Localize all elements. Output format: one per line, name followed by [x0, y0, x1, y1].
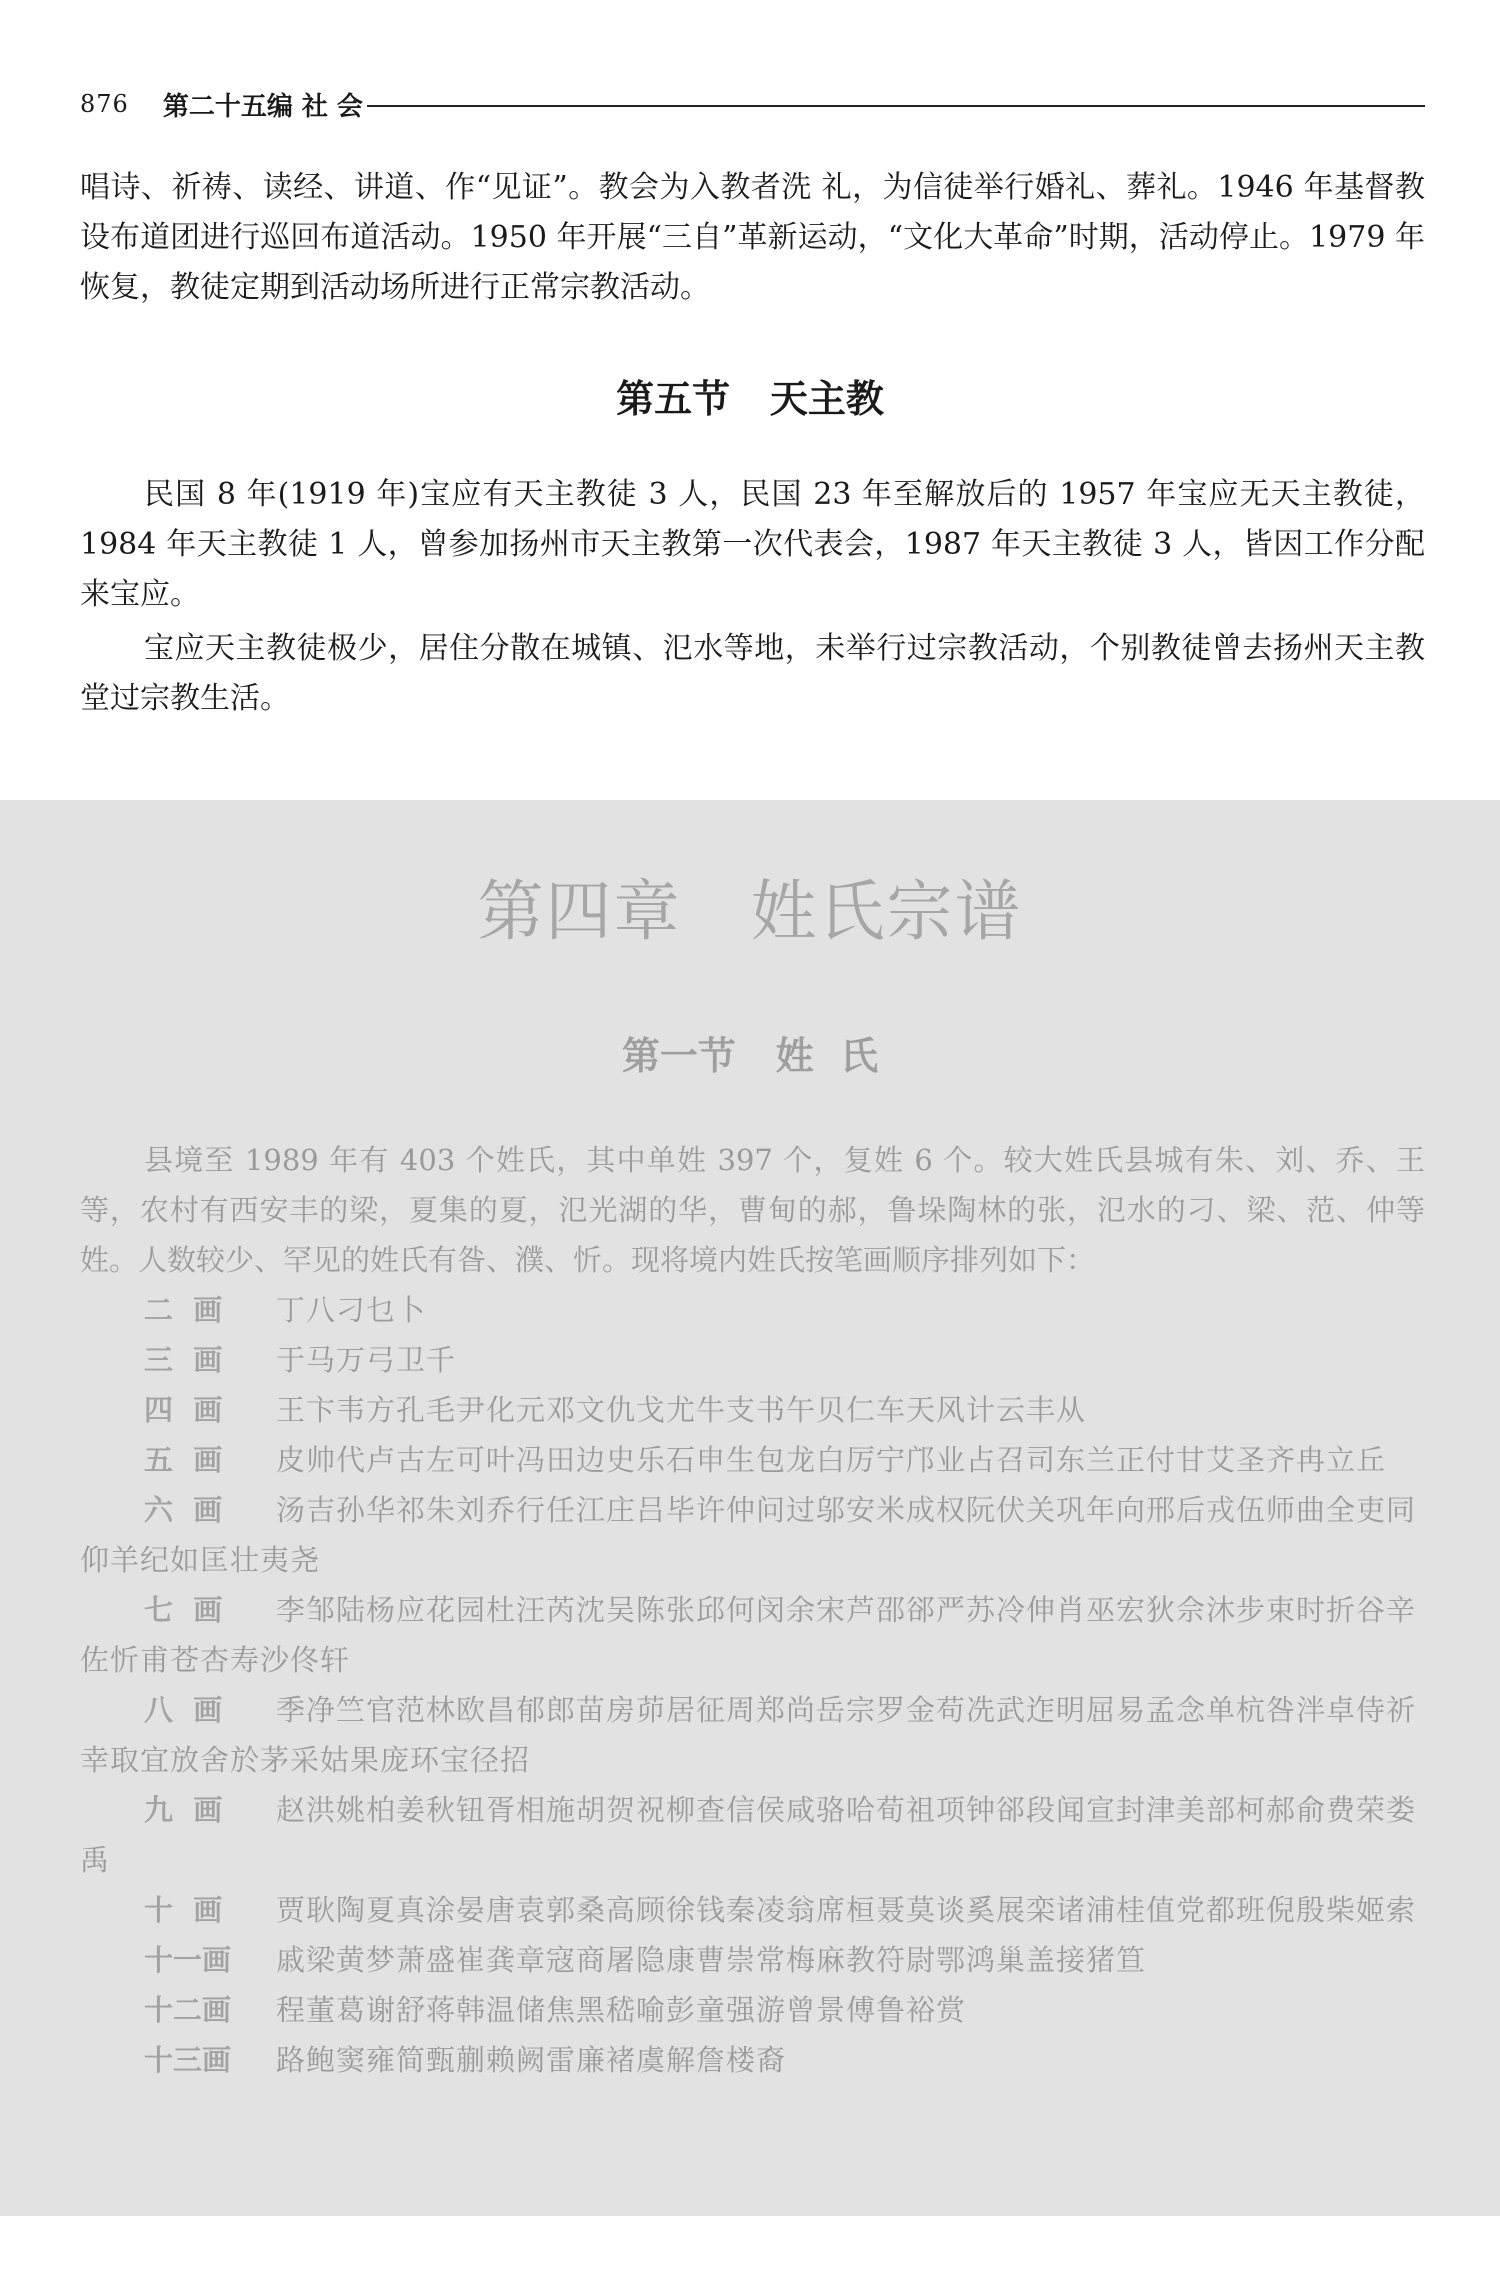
stroke-row — [80, 1435, 1425, 1485]
stroke-row — [80, 1585, 1425, 1685]
stroke-label: 九 画 — [144, 1793, 223, 1827]
stroke-label: 六 画 — [144, 1493, 223, 1527]
stroke-names: 于马万弓卫千 — [276, 1343, 457, 1377]
stroke-names: 赵洪姚柏姜秋钮胥相施胡贺祝柳查信侯咸骆哈荀祖项钟郤段闻宣封津美部柯郝俞费荣娄禹 — [80, 1793, 1417, 1877]
stroke-row — [80, 1785, 1425, 1885]
stroke-label: 十一画 — [144, 1943, 232, 1977]
stroke-row — [80, 1885, 1425, 1935]
stroke-names: 李邹陆杨应花园杜汪芮沈吴陈张邱何闵余宋芦邵郤严苏冷伸肖巫宏狄佘沐步束时折谷辛佐忻甫苍杏寿沙佟轩 — [80, 1593, 1417, 1677]
surnames-intro-paragraph: 县境至 1989 年有 403 个姓氏，其中单姓 397 个，复姓 6 个。较大姓氏县城有朱、刘、乔、王等，农村有西安丰的梁，夏集的夏，氾光湖的华，曹甸的郝，鲁垛陶林的张，氾水的刁、梁、范、仲等姓。人数较少、罕见的姓氏有昝、濮、忻。现将境内姓氏按笔画顺序排列如下： — [80, 1143, 1425, 1277]
chapter-title: 第四章 姓氏宗谱 — [477, 873, 1023, 950]
running-header — [80, 84, 1425, 124]
stroke-row — [80, 1985, 1425, 2035]
part-title: 第二十五编 社 会 — [162, 91, 363, 122]
stroke-label: 十三画 — [144, 2043, 232, 2077]
stroke-label: 四 画 — [144, 1393, 223, 1427]
stroke-names: 王卞韦方孔毛尹化元邓文仇戈尤牛支书午贝仁车天风计云丰从 — [276, 1393, 1087, 1427]
stroke-names: 汤吉孙华祁朱刘乔行任江庄吕毕许仲问过邬安米成权阮伏关巩年向邢后戎伍师曲全吏同仰羊纪如匡壮夷尧 — [80, 1493, 1417, 1577]
section-title-surnames: 第一节 姓 氏 — [621, 1034, 879, 1078]
stroke-row — [80, 1935, 1425, 1985]
section5-paragraph-1: 民国 8 年(1919 年)宝应有天主教徒 3 人，民国 23 年至解放后的 1957 年宝应无天主教徒，1984 年天主教徒 1 人，曾参加扬州市天主教第一次代表会，1987 年天主教徒 3 人，皆因工作分配来宝应。 — [80, 477, 1425, 612]
stroke-label: 三 画 — [144, 1343, 223, 1377]
stroke-row — [80, 1385, 1425, 1435]
stroke-names: 贾耿陶夏真涂晏唐袁郭桑高顾徐钱秦凌翁席桓聂莫谈奚展栾诸浦桂值党都班倪殷柴姬索 — [276, 1893, 1417, 1927]
stroke-order-list — [80, 1285, 1425, 2085]
stroke-label: 五 画 — [144, 1443, 223, 1477]
stroke-label: 七 画 — [144, 1593, 223, 1627]
stroke-label: 八 画 — [144, 1693, 223, 1727]
stroke-row — [80, 1485, 1425, 1585]
section5-paragraph-2: 宝应天主教徒极少，居住分散在城镇、氾水等地，未举行过宗教活动，个别教徒曾去扬州天主教堂过宗教生活。 — [80, 631, 1425, 716]
page-number: 876 — [80, 90, 129, 118]
section-title-catholicism: 第五节 天主教 — [616, 377, 884, 421]
stroke-names: 路鲍窦雍简甄蒯赖阙雷廉褚虞解詹楼裔 — [276, 2043, 787, 2077]
stroke-names: 丁八刁乜卜 — [276, 1293, 427, 1327]
stroke-row — [80, 1685, 1425, 1785]
stroke-row — [80, 2035, 1425, 2085]
stroke-names: 戚梁黄梦萧盛崔龚章寇商屠隐康曹崇常梅麻教符尉鄂鸿巢盖接猪笪 — [276, 1943, 1147, 1977]
stroke-names: 程董葛谢舒蒋韩温储焦黑嵇喻彭童强游曾景傅鲁裕赏 — [276, 1993, 967, 2027]
continuation-paragraph: 唱诗、祈祷、读经、讲道、作“见证”。教会为入教者洗 礼，为信徒举行婚礼、葬礼。1946 年基督教设布道团进行巡回布道活动。1950 年开展“三自”革新运动，“文化大革命”时期，活动停止。1979 年恢复，教徒定期到活动场所进行正常宗教活动。 — [80, 170, 1425, 305]
stroke-row — [80, 1285, 1425, 1335]
stroke-label: 十二画 — [144, 1993, 232, 2027]
stroke-names: 季净竺官范林欧昌郁郎苗房茆居征周郑尚岳宗罗金苟冼武迮明屈易孟念单杭咎泮卓侍祈幸取宜放舍於茅采姑果庞环宝径招 — [80, 1693, 1417, 1777]
stroke-label: 十 画 — [144, 1893, 223, 1927]
stroke-label: 二 画 — [144, 1293, 223, 1327]
stroke-row — [80, 1335, 1425, 1385]
stroke-names: 皮帅代卢古左可叶冯田边史乐石申生包龙白厉宁邝业占召司东兰正付甘艾圣齐冉立丘 — [276, 1443, 1387, 1477]
header-rule — [367, 105, 1425, 107]
